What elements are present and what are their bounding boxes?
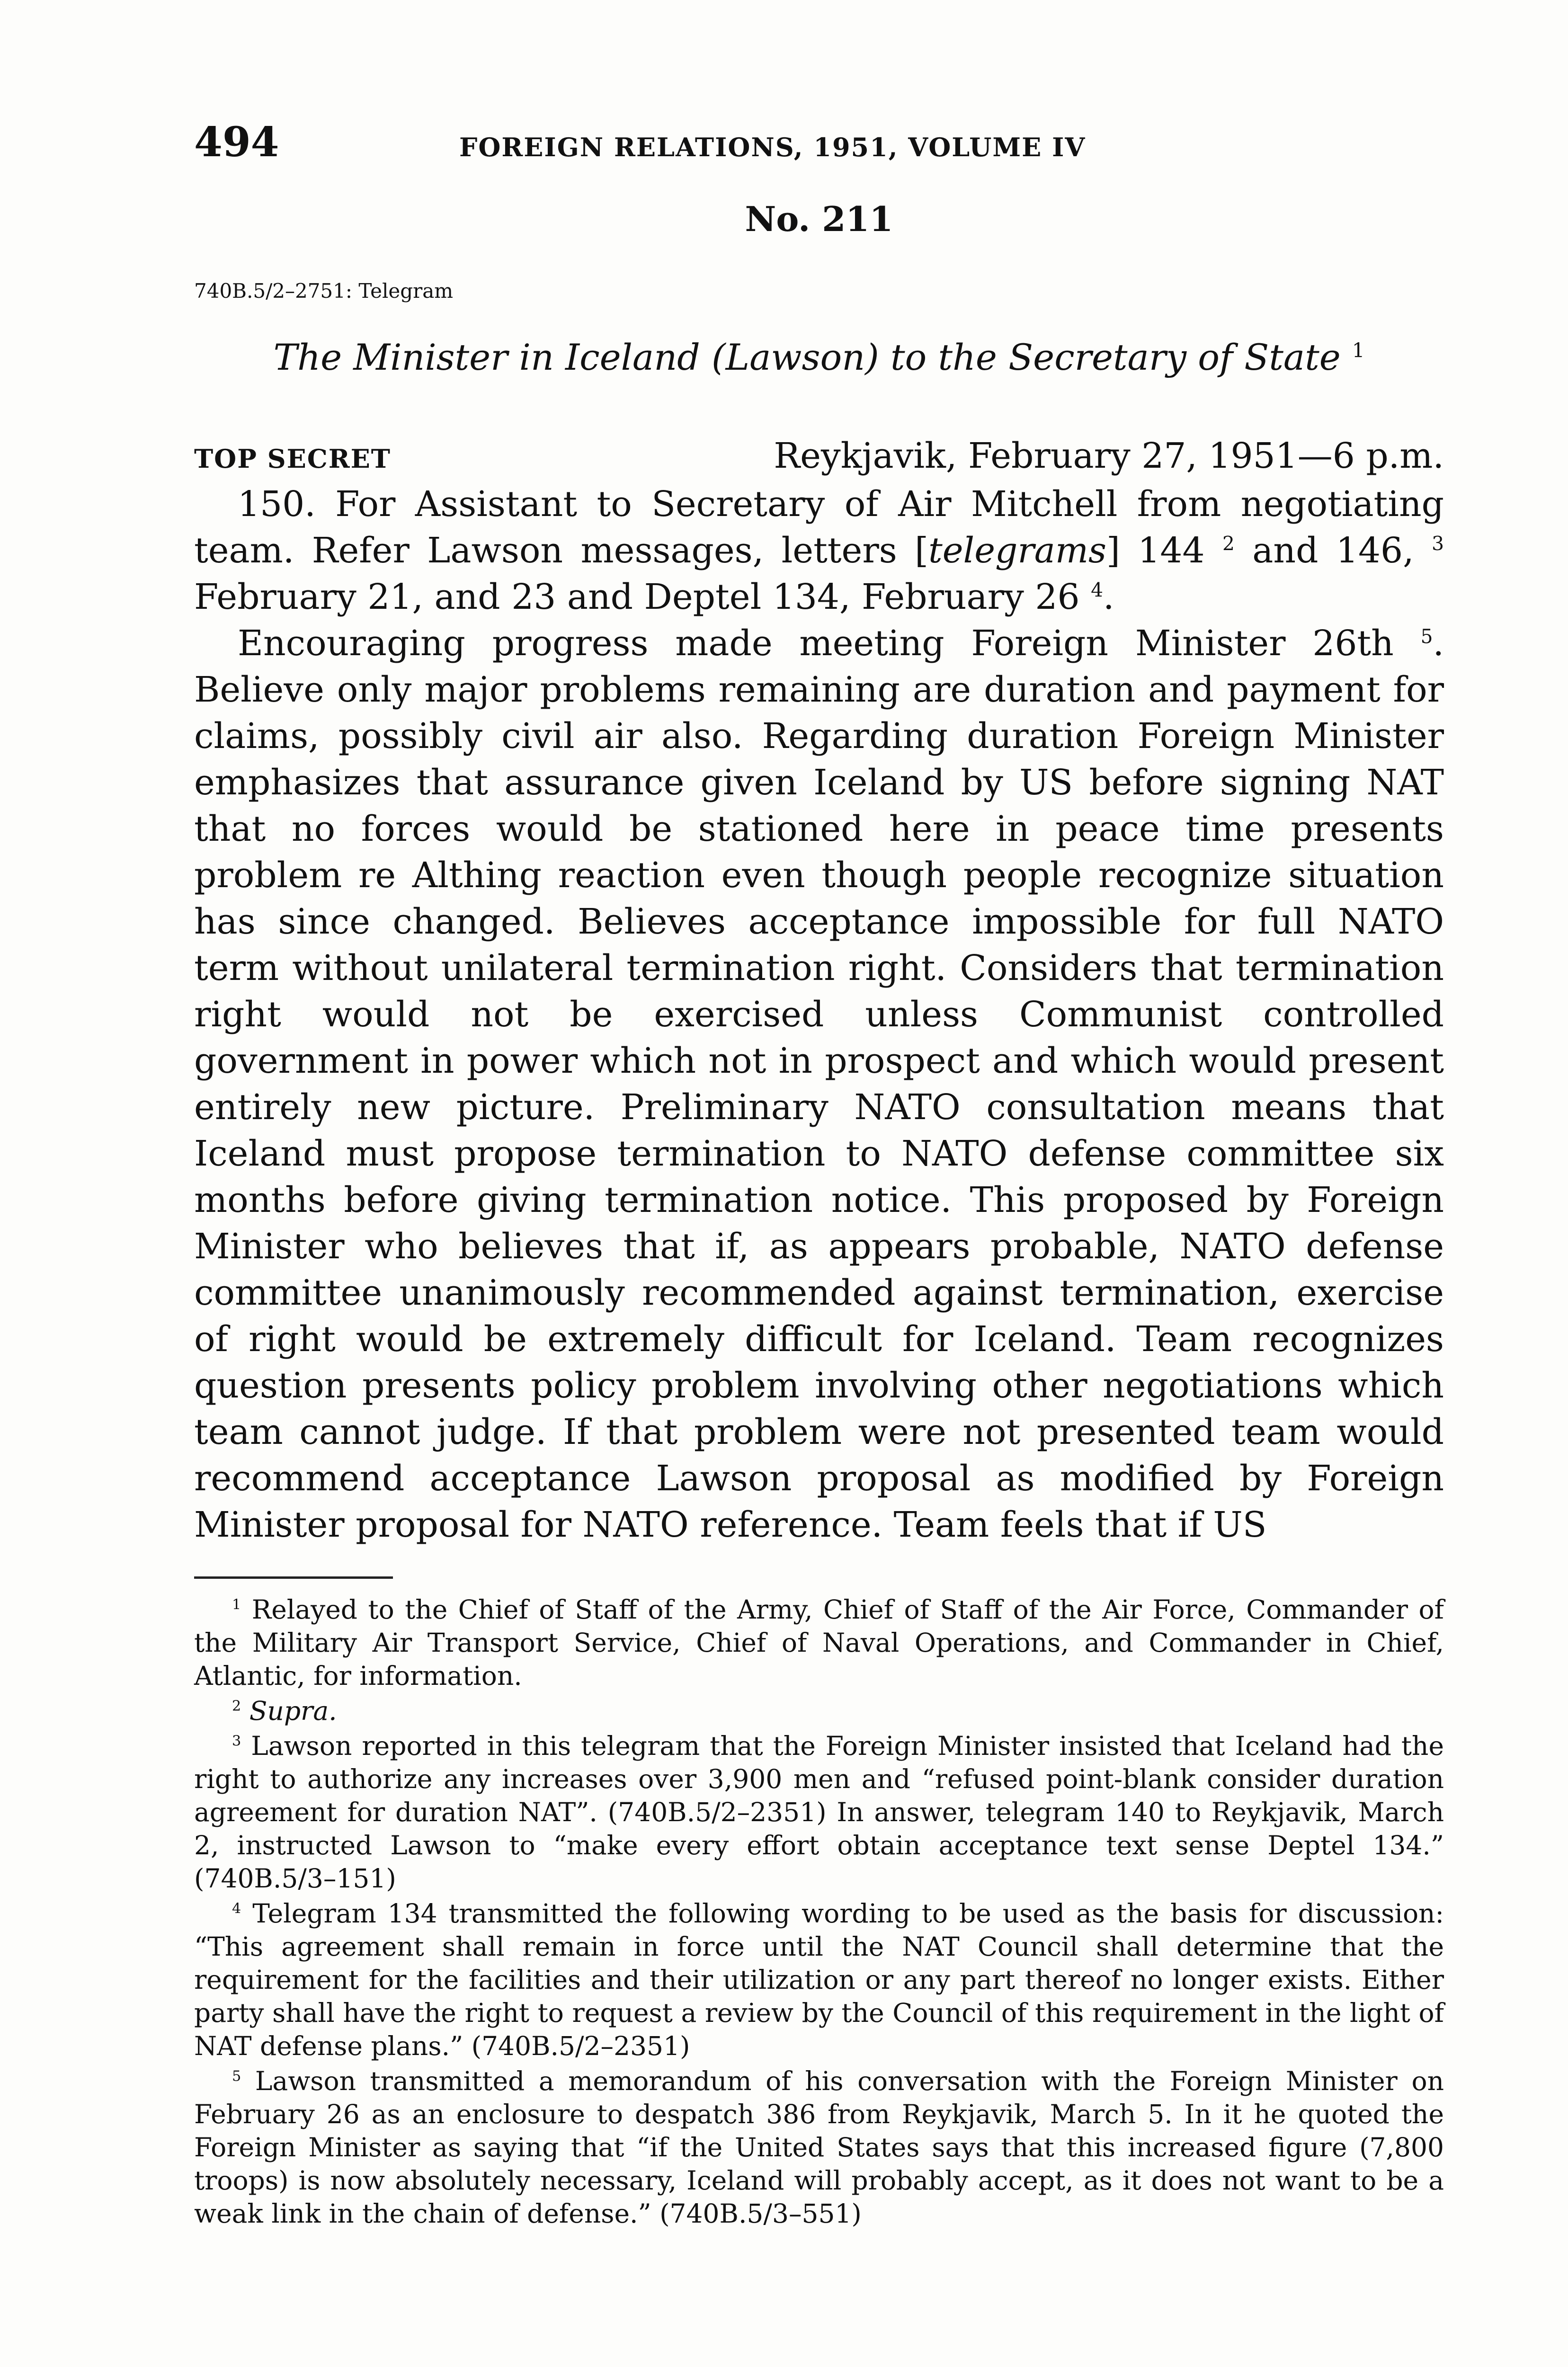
footnote-divider	[194, 1576, 393, 1579]
footnote-1	[194, 1593, 1444, 1692]
file-reference: 740B.5/2–2751: Telegram	[194, 279, 454, 303]
p2-text-b: . Believe only major problems remaining are duration and payment for claims, possibly civil air also. Regarding duration Foreign Minister emphasizes that assurance given Iceland by US before signing NAT that no forces would be stationed here in peace time presents problem re Althing reaction even though people recognize situation has since changed. Believes acceptance impossible for full NATO term without unilateral termination right. Considers that termination right would not be exercised unless Communist controlled government in power which not in prospect and which would present entirely new picture. Preliminary NATO consultation means that Iceland must propose termination to NATO defense committee six months before giving termination notice. This proposed by Foreign Minister who believes that if, as appears probable, NATO defense committee unanimously recommended against termination, exercise of right would be extremely difficult for Iceland. Team recognizes question presents policy problem involving other negotiations which team cannot judge. If that problem were not presented team would recommend acceptance Lawson proposal as modified by Foreign Minister proposal for NATO reference. Team feels that if US	[194, 623, 1444, 1545]
footnote-text: Lawson transmitted a memorandum of his conversation with the Foreign Minister on February 26 as an enclosure to despatch 386 from Reykjavik, March 5. In it he quoted the Foreign Minister as saying that “if the United States says that this increased figure (7,800 troops) is now absolutely necessary, Iceland will probably accept, as it does not want to be a weak link in the chain of defense.” (740B.5/3–551)	[194, 2066, 1444, 2229]
footnotes	[194, 1593, 1444, 2230]
footnote-text: Supra.	[249, 1696, 337, 1726]
footnote-ref-4[interactable]: 4	[1091, 578, 1103, 602]
footnote-3	[194, 1729, 1444, 1895]
document-heading	[194, 336, 1444, 426]
footnote-2	[194, 1694, 1444, 1727]
p1-italic: telegrams	[928, 530, 1106, 571]
p1-text-b: ] 144	[1106, 530, 1205, 571]
p1-text-e: .	[1103, 577, 1114, 617]
footnote-ref-1[interactable]: 1	[1352, 338, 1365, 362]
body-paragraph-1	[194, 481, 1444, 620]
footnote-ref-3[interactable]: 3	[1432, 532, 1444, 555]
footnote-mark: 1	[232, 1596, 241, 1613]
footnote-ref-2[interactable]: 2	[1222, 532, 1235, 555]
body-paragraph-2	[194, 620, 1444, 1548]
p1-text-c: and 146,	[1234, 530, 1414, 571]
p2-text-a: Encouraging progress made meeting Foreign Minister 26th	[238, 623, 1394, 664]
p1-text-d: February 21, and 23 and Deptel 134, February 26	[194, 577, 1080, 617]
document-number: No. 211	[745, 199, 893, 239]
p1-text-a: 150. For Assistant to Secretary of Air Mitchell from negotiating team. Refer Lawson messages, letters [	[194, 484, 1444, 571]
footnote-mark: 3	[232, 1733, 241, 1750]
footnote-4	[194, 1897, 1444, 2063]
page-number: 494	[194, 118, 279, 166]
footnote-mark: 2	[232, 1698, 241, 1715]
footnote-text: Relayed to the Chief of Staff of the Army, Chief of Staff of the Air Force, Commander of the Military Air Transport Service, Chief of Naval Operations, and Commander in Chief, Atlantic, for information.	[194, 1594, 1444, 1691]
footnote-text: Lawson reported in this telegram that the Foreign Minister insisted that Iceland had the right to authorize any increases over 3,900 men and “refused point-blank consider duration agreement for duration NAT”. (740B.5/2–2351) In answer, telegram 140 to Reykjavik, March 2, instructed Lawson to “make every effort obtain acceptance text sense Deptel 134.” (740B.5/3–151)	[194, 1731, 1444, 1894]
heading-text: The Minister in Iceland (Lawson) to the Secretary of State	[273, 336, 1341, 378]
running-title: FOREIGN RELATIONS, 1951, VOLUME IV	[459, 132, 1086, 162]
document-page	[194, 118, 1444, 2232]
classification-line	[194, 436, 1444, 476]
footnote-ref-5[interactable]: 5	[1420, 625, 1433, 648]
footnote-5	[194, 2064, 1444, 2230]
footnote-mark: 4	[232, 1900, 241, 1917]
footnote-text: Telegram 134 transmitted the following wording to be used as the basis for discussion: “This agreement shall remain in force until the NAT Council shall determine that the requirement for the facilities and their utilization or any part thereof no longer exists. Either party shall have the right to request a review by the Council of this requirement in the light of NAT defense plans.” (740B.5/2–2351)	[194, 1898, 1444, 2061]
running-head	[194, 118, 1444, 189]
dateline: Reykjavik, February 27, 1951—6 p.m.	[774, 436, 1444, 476]
classification: TOP SECRET	[194, 444, 391, 474]
footnote-mark: 5	[232, 2068, 241, 2085]
